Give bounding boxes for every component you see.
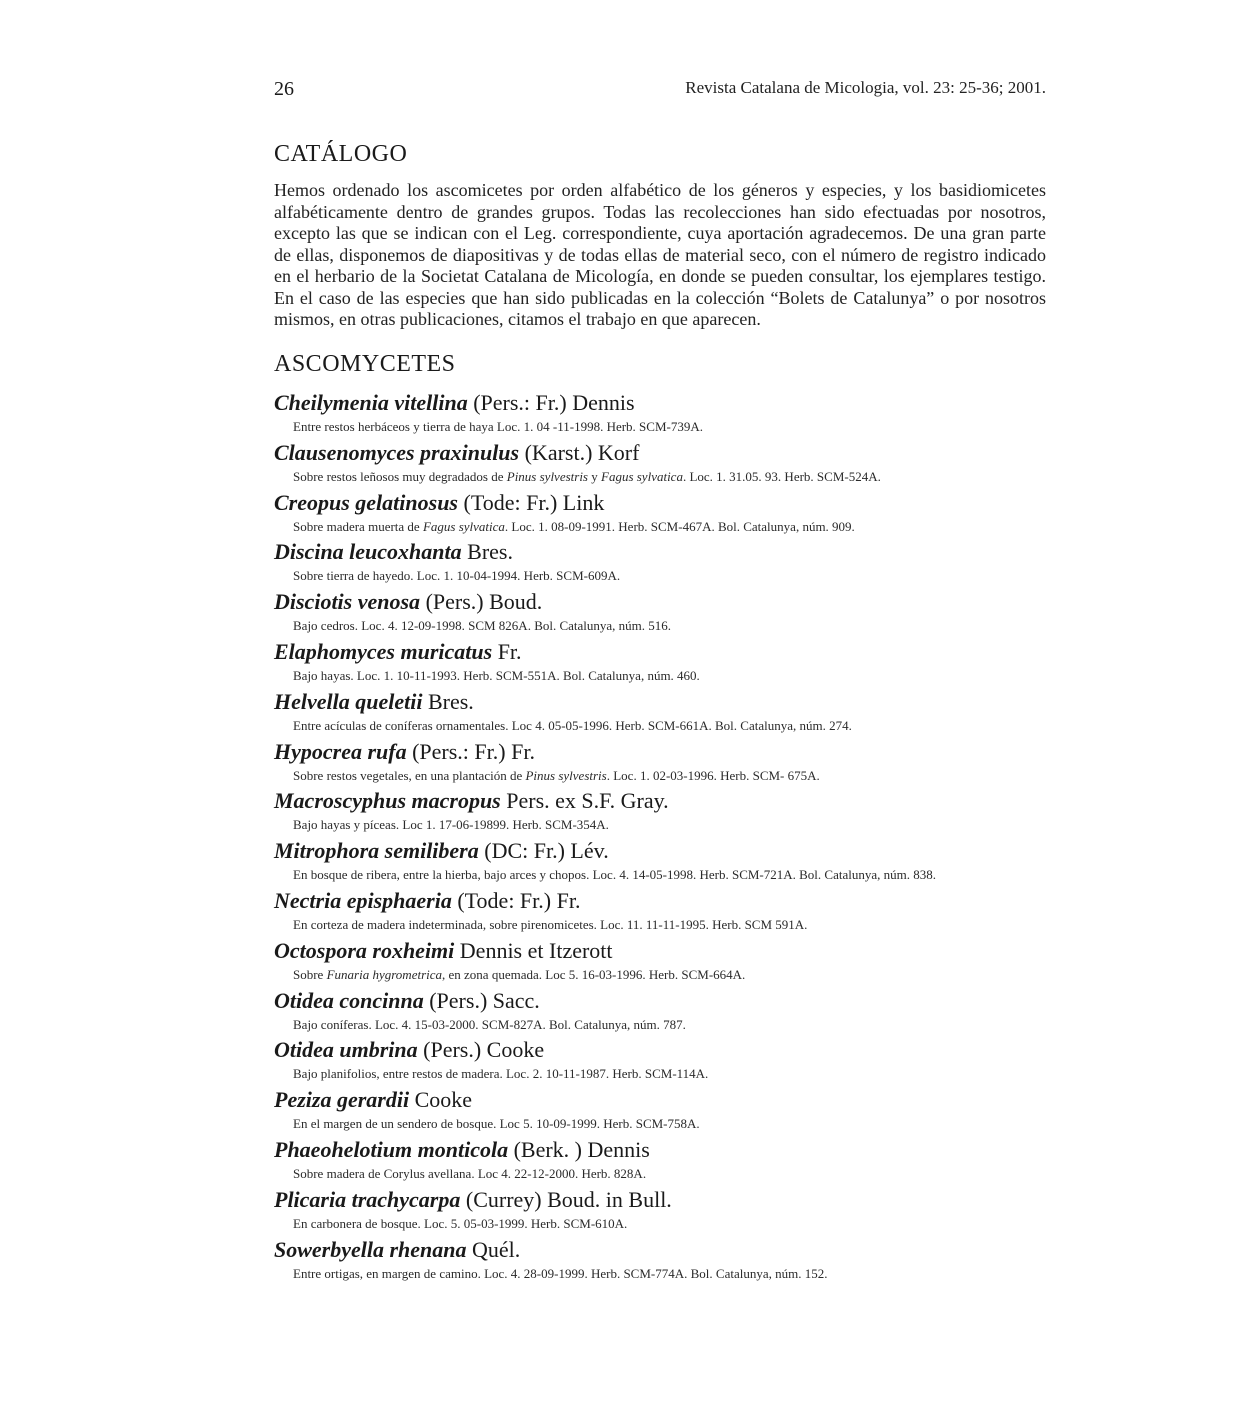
detail-text: En el margen de un sendero de bosque. Loc 5. 10-09-1999. Herb. SCM-758A. — [293, 1116, 700, 1132]
detail-text: Bajo planifolios, entre restos de madera. Loc. 2. 10-11-1987. Herb. SCM-114A. — [293, 1066, 709, 1082]
species-heading — [274, 537, 1074, 567]
detail-taxon: Fagus sylvatica — [422, 518, 505, 534]
detail-text: Sobre madera muerta de — [293, 518, 423, 534]
species-heading — [274, 886, 1074, 916]
detail-text: Bajo hayas. Loc. 1. 10-11-1993. Herb. SCM-551A. Bol. Catalunya, núm. 460. — [293, 667, 700, 683]
species-detail — [274, 1165, 1074, 1182]
detail-text: Sobre tierra de hayedo. Loc. 1. 10-04-1994. Herb. SCM-609A. — [293, 568, 621, 584]
species-authority: (Currey) Boud. in Bull. — [465, 1186, 672, 1212]
detail-text: En bosque de ribera, entre la hierba, bajo arces y chopos. Loc. 4. 14-05-1998. Herb. SCM-721A. Bol. Catalunya, núm. 838. — [293, 867, 936, 883]
species-entry — [274, 1135, 1074, 1185]
species-detail — [274, 916, 1074, 933]
species-name: Plicaria trachycarpa — [274, 1186, 461, 1212]
species-heading — [274, 1135, 1074, 1165]
species-heading — [274, 936, 1074, 966]
species-entry — [274, 1035, 1074, 1085]
species-detail — [274, 966, 1074, 983]
species-name: Sowerbyella rhenana — [274, 1236, 467, 1262]
species-detail — [274, 418, 1074, 435]
species-name: Discina leucoxhanta — [274, 539, 462, 565]
detail-text: y — [588, 468, 601, 484]
species-entry — [274, 1235, 1074, 1285]
species-name: Disciotis venosa — [274, 589, 421, 615]
species-authority: (Karst.) Korf — [524, 439, 640, 465]
species-entry — [274, 1085, 1074, 1135]
ascomycetes-heading: ASCOMYCETES — [274, 351, 456, 377]
detail-text: Entre ortigas, en margen de camino. Loc. 4. 28-09-1999. Herb. SCM-774A. Bol. Catalunya, núm. 152. — [293, 1265, 828, 1281]
detail-text: Sobre restos vegetales, en una plantación de — [293, 767, 526, 783]
species-name: Helvella queletii — [274, 688, 423, 714]
species-heading — [274, 986, 1074, 1016]
species-authority: (Tode: Fr.) Link — [463, 489, 605, 515]
detail-text: . Loc. 1. 08-09-1991. Herb. SCM-467A. Bol. Catalunya, núm. 909. — [504, 518, 855, 534]
page-header — [274, 78, 1046, 102]
species-list — [274, 388, 1074, 1284]
catalogo-paragraph: Hemos ordenado los ascomicetes por orden alfabético de los géneros y especies, y los basidiomicetes alfabéticamente dentro de grandes grupos. Todas las recolecciones han sido efectuadas por nosotros, excepto las que se indican con el Leg. correspondiente, cuya aportación agradecemos. De una gran parte de ellas, disponemos de diapositivas y de todas ellas de material seco, con el número de registro indicado en el herbario de la Societat Catalana de Micología, en donde se pueden consultar, los ejemplares testigo. En el caso de las especies que han sido publicadas en la colección “Bolets de Catalunya” o por nosotros mismos, en otras publicaciones, citamos el trabajo en que aparecen. — [274, 180, 1046, 329]
species-entry — [274, 388, 1074, 438]
species-heading — [274, 687, 1074, 717]
species-entry — [274, 986, 1074, 1036]
species-heading — [274, 438, 1074, 468]
species-authority: Bres. — [427, 688, 474, 714]
species-heading — [274, 836, 1074, 866]
detail-taxon: Pinus sylvestris — [525, 767, 607, 783]
detail-taxon: Fagus sylvatica — [601, 468, 683, 484]
species-name: Octospora roxheimi — [274, 937, 455, 963]
species-name: Cheilymenia vitellina — [274, 390, 468, 415]
species-authority: (Tode: Fr.) Fr. — [457, 887, 581, 913]
species-entry — [274, 488, 1074, 538]
species-name: Macroscyphus macropus — [274, 788, 501, 814]
species-heading — [274, 737, 1074, 767]
detail-text: Entre acículas de coníferas ornamentales. Loc 4. 05-05-1996. Herb. SCM-661A. Bol. Catalunya, núm. 274. — [293, 717, 852, 733]
detail-text: Bajo coníferas. Loc. 4. 15-03-2000. SCM-827A. Bol. Catalunya, núm. 787. — [293, 1016, 686, 1032]
species-name: Clausenomyces praxinulus — [274, 439, 520, 465]
detail-text: Bajo hayas y píceas. Loc 1. 17-06-19899. Herb. SCM-354A. — [293, 817, 609, 833]
species-detail — [274, 617, 1074, 634]
species-detail — [274, 468, 1074, 485]
species-authority: Fr. — [497, 638, 522, 664]
species-heading — [274, 1035, 1074, 1065]
species-detail — [274, 1016, 1074, 1033]
detail-taxon: Pinus sylvestris — [506, 468, 588, 484]
detail-text: Bajo cedros. Loc. 4. 12-09-1998. SCM 826A. Bol. Catalunya, núm. 516. — [293, 618, 672, 634]
species-entry — [274, 886, 1074, 936]
species-name: Nectria episphaeria — [274, 887, 452, 913]
species-name: Hypocrea rufa — [274, 738, 407, 764]
species-authority: (Pers.) Sacc. — [429, 987, 540, 1013]
species-detail — [274, 816, 1074, 833]
species-entry — [274, 637, 1074, 687]
species-detail — [274, 667, 1074, 684]
species-detail — [274, 1215, 1074, 1232]
species-heading — [274, 1235, 1074, 1265]
species-heading — [274, 786, 1074, 816]
detail-text: . Loc. 1. 31.05. 93. Herb. SCM-524A. — [682, 468, 881, 484]
detail-text: En corteza de madera indeterminada, sobre pirenomicetes. Loc. 11. 11-11-1995. Herb. SCM 591A. — [293, 916, 808, 932]
species-authority: Quél. — [472, 1236, 521, 1262]
species-name: Otidea umbrina — [274, 1037, 418, 1063]
species-authority: (Pers.) Boud. — [425, 589, 543, 615]
species-detail — [274, 1265, 1074, 1282]
detail-text: Entre restos herbáceos y tierra de haya Loc. 1. 04 -11-1998. Herb. SCM-739A. — [293, 419, 703, 434]
species-authority: Bres. — [467, 539, 513, 565]
species-entry — [274, 936, 1074, 986]
species-authority: (Pers.) Cooke — [423, 1037, 545, 1063]
species-heading — [274, 488, 1074, 518]
species-entry — [274, 1185, 1074, 1235]
detail-text: , en zona quemada. Loc 5. 16-03-1996. Herb. SCM-664A. — [442, 966, 746, 982]
species-heading — [274, 587, 1074, 617]
species-name: Otidea concinna — [274, 987, 424, 1013]
page-number: 26 — [274, 78, 294, 100]
species-heading — [274, 388, 1074, 418]
detail-text: Sobre madera de Corylus avellana. Loc 4. 22-12-2000. Herb. 828A. — [293, 1165, 647, 1181]
species-detail — [274, 717, 1074, 734]
species-entry — [274, 687, 1074, 737]
running-head: Revista Catalana de Micologia, vol. 23: 25-36; 2001. — [685, 78, 1046, 97]
species-entry — [274, 587, 1074, 637]
species-detail — [274, 567, 1074, 584]
species-entry — [274, 737, 1074, 787]
species-name: Phaeohelotium monticola — [274, 1136, 509, 1162]
species-authority: (Pers.: Fr.) Dennis — [473, 390, 635, 415]
species-authority: (Pers.: Fr.) Fr. — [412, 738, 535, 764]
species-heading — [274, 1185, 1074, 1215]
species-heading — [274, 1085, 1074, 1115]
species-name: Peziza gerardii — [274, 1087, 410, 1113]
detail-text: Sobre — [293, 966, 327, 982]
detail-text: Sobre restos leñosos muy degradados de — [293, 468, 507, 484]
species-authority: (DC: Fr.) Lév. — [484, 838, 609, 864]
species-authority: (Berk. ) Dennis — [513, 1136, 650, 1162]
species-authority: Cooke — [414, 1087, 473, 1113]
species-heading — [274, 637, 1074, 667]
species-name: Creopus gelatinosus — [274, 489, 458, 515]
species-detail — [274, 1065, 1074, 1082]
species-name: Elaphomyces muricatus — [274, 638, 493, 664]
species-detail — [274, 767, 1074, 784]
species-entry — [274, 786, 1074, 836]
detail-text: . Loc. 1. 02-03-1996. Herb. SCM- 675A. — [606, 767, 820, 783]
species-entry — [274, 836, 1074, 886]
species-detail — [274, 518, 1074, 535]
catalogo-heading: CATÁLOGO — [274, 141, 408, 167]
species-detail — [274, 1115, 1074, 1132]
species-entry — [274, 537, 1074, 587]
species-entry — [274, 438, 1074, 488]
species-authority: Dennis et Itzerott — [459, 937, 613, 963]
detail-taxon: Funaria hygrometrica — [326, 966, 443, 982]
detail-text: En carbonera de bosque. Loc. 5. 05-03-1999. Herb. SCM-610A. — [293, 1215, 628, 1231]
species-detail — [274, 866, 1074, 883]
species-authority: Pers. ex S.F. Gray. — [506, 788, 669, 814]
species-name: Mitrophora semilibera — [274, 838, 479, 864]
